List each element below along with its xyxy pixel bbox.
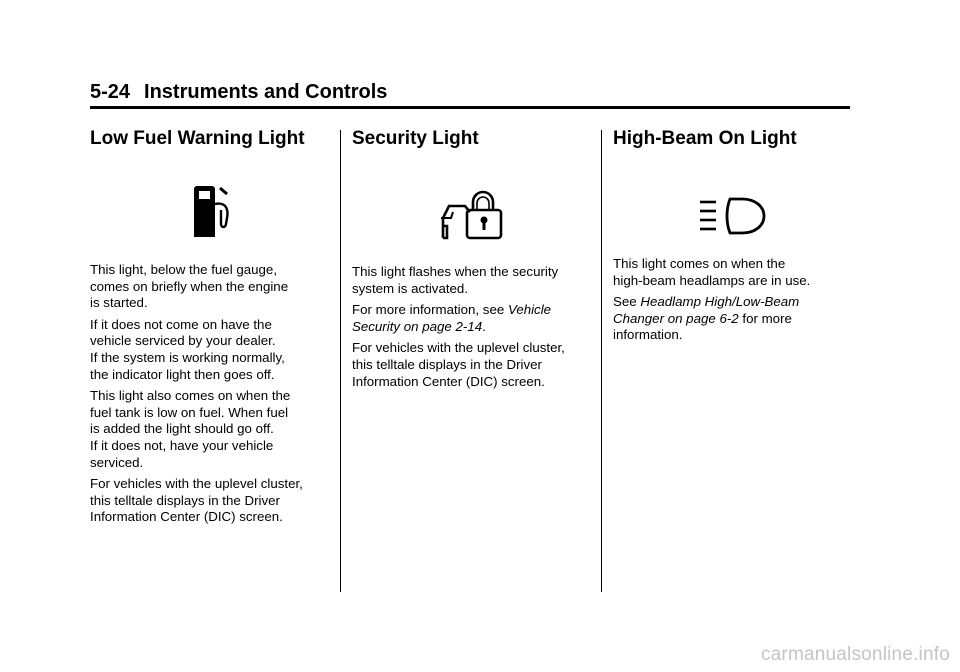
paragraph bbox=[613, 256, 853, 289]
cross-reference-link[interactable]: Headlamp High/Low-Beam bbox=[640, 294, 800, 310]
text-line: For vehicles with the uplevel cluster, bbox=[90, 476, 303, 492]
column-divider bbox=[340, 130, 341, 592]
text-line: For more information, see bbox=[352, 302, 508, 318]
text-line: This light comes on when the bbox=[613, 256, 786, 271]
high-beam-title: High-Beam On Light bbox=[613, 128, 797, 149]
text-line: is started. bbox=[90, 295, 148, 311]
paragraph bbox=[90, 388, 330, 471]
paragraph bbox=[352, 302, 592, 335]
text-line: for more bbox=[738, 310, 792, 326]
car-lock-icon bbox=[437, 186, 507, 242]
text-line: This light flashes when the security bbox=[352, 264, 559, 279]
header-text bbox=[90, 80, 850, 104]
text-line: vehicle serviced by your dealer. bbox=[90, 333, 276, 349]
text-line: fuel tank is low on fuel. When fuel bbox=[90, 404, 289, 420]
cross-reference-link[interactable]: Security on page 2-14 bbox=[352, 318, 483, 334]
text-line: See bbox=[613, 294, 641, 310]
paragraph bbox=[352, 340, 592, 390]
cross-reference-link[interactable]: Changer on page 6-2 bbox=[613, 310, 739, 326]
text-line: This light, below the fuel gauge, bbox=[90, 262, 278, 277]
text-line: For vehicles with the uplevel cluster, bbox=[352, 340, 565, 356]
low-fuel-title: Low Fuel Warning Light bbox=[90, 128, 305, 149]
cross-reference-link[interactable]: Vehicle bbox=[507, 302, 552, 318]
watermark: carmanualsonline.info bbox=[760, 644, 950, 665]
high-beam-icon bbox=[698, 196, 768, 236]
paragraph bbox=[90, 476, 330, 526]
page-header bbox=[90, 80, 850, 104]
column-low-fuel bbox=[90, 126, 330, 531]
page-number: 5-24 bbox=[90, 81, 131, 103]
header-rule bbox=[90, 106, 850, 109]
text-line: high-beam headlamps are in use. bbox=[613, 272, 811, 288]
text-line: Information Center (DIC) screen. bbox=[352, 373, 545, 389]
paragraph bbox=[90, 262, 330, 312]
text-line: information. bbox=[613, 327, 683, 343]
text-line: This light also comes on when the bbox=[90, 388, 291, 404]
paragraph bbox=[613, 294, 853, 344]
column-divider bbox=[601, 130, 602, 592]
column-high-beam bbox=[613, 126, 853, 349]
text-line: system is activated. bbox=[352, 280, 469, 296]
text-line: serviced. bbox=[90, 454, 144, 470]
text-line: comes on briefly when the engine bbox=[90, 278, 289, 294]
security-title: Security Light bbox=[352, 128, 479, 149]
fuel-pump-icon bbox=[180, 184, 240, 240]
text-line: . bbox=[482, 318, 486, 334]
paragraph bbox=[352, 264, 592, 297]
text-line: Information Center (DIC) screen. bbox=[90, 509, 283, 525]
text-line: If it does not come on have the bbox=[90, 316, 272, 332]
column-security bbox=[352, 126, 592, 395]
text-line: If the system is working normally, bbox=[90, 349, 285, 365]
text-line: this telltale displays in the Driver bbox=[352, 356, 542, 372]
text-line: the indicator light then goes off. bbox=[90, 366, 275, 382]
section-title: Instruments and Controls bbox=[144, 81, 388, 103]
text-line: If it does not, have your vehicle bbox=[90, 437, 274, 453]
paragraph bbox=[90, 317, 330, 383]
text-line: is added the light should go off. bbox=[90, 421, 274, 437]
text-line: this telltale displays in the Driver bbox=[90, 492, 280, 508]
